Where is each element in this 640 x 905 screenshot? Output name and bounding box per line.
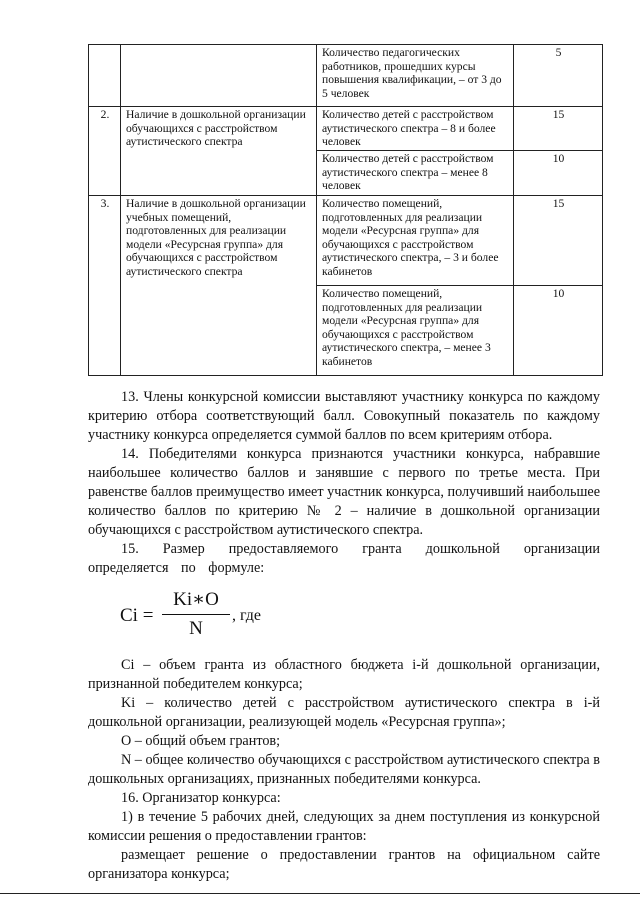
indicator-cell: Количество детей с расстройством аутистического спектра – 8 и более человек bbox=[317, 107, 514, 151]
definition-ci: Ci – объем гранта из областного бюджета i-й дошкольной организации, признанной победителем конкурса; bbox=[88, 657, 600, 692]
document-body bbox=[88, 388, 600, 884]
paragraph-16-1-a: размещает решение о предоставлении грантов на официальном сайте организатора конкурса; bbox=[88, 847, 600, 882]
definition-ki: Ki – количество детей с расстройством аутистического спектра в i-й дошкольной организации, реализующей модель «Ресурсная группа»; bbox=[88, 695, 600, 730]
formula-numerator: Ki∗O bbox=[173, 589, 219, 610]
definition-o: O – общий объем грантов; bbox=[121, 733, 281, 749]
indicator-cell: Количество детей с расстройством аутистического спектра – менее 8 человек bbox=[317, 151, 514, 196]
fraction-bar bbox=[162, 614, 230, 615]
score-cell: 10 bbox=[514, 151, 603, 196]
row-number: 2. bbox=[89, 107, 121, 196]
paragraph-13: 13. Члены конкурсной комиссии выставляют участнику конкурса по каждому критерию отбора соответствующий балл. Совокупный показатель по каждому участнику конкурса определяется суммой баллов по всем критериям отбора. bbox=[88, 389, 600, 443]
score-cell: 15 bbox=[514, 196, 603, 286]
paragraph-16: 16. Организатор конкурса: bbox=[121, 790, 281, 806]
row-number bbox=[89, 45, 121, 107]
score-cell: 15 bbox=[514, 107, 603, 151]
indicator-cell: Количество помещений, подготовленных для реализации модели «Ресурсная группа» для обучающихся с расстройством аутистического спектра, – менее 3 кабинетов bbox=[317, 286, 514, 376]
score-cell: 5 bbox=[514, 45, 603, 107]
row-number: 3. bbox=[89, 196, 121, 376]
paragraph-15: 15. Размер предоставляемого гранта дошкольной организации определяется по формуле: bbox=[88, 541, 600, 576]
criterion-cell: Наличие в дошкольной организации обучающихся с расстройством аутистического спектра bbox=[121, 107, 317, 196]
criterion-cell: Наличие в дошкольной организации учебных помещений, подготовленных для реализации модели «Ресурсная группа» для обучающихся с расстройством аутистического спектра bbox=[121, 196, 317, 376]
indicator-cell: Количество педагогических работников, прошедших курсы повышения квалификации, – от 3 до 5 человек bbox=[317, 45, 514, 107]
paragraph-16-1: 1) в течение 5 рабочих дней, следующих за днем поступления из конкурсной комиссии решения о предоставлении грантов: bbox=[88, 809, 600, 844]
definition-n: N – общее количество обучающихся с расстройством аутистического спектра в дошкольных организациях, признанных победителями конкурса. bbox=[88, 752, 600, 787]
formula-lhs: Ci = bbox=[120, 605, 154, 626]
table-row bbox=[89, 45, 603, 107]
table-row bbox=[89, 196, 603, 286]
indicator-cell: Количество помещений, подготовленных для реализации модели «Ресурсная группа» для обучающихся с расстройством аутистического спектра, – 3 и более кабинетов bbox=[317, 196, 514, 286]
bottom-rule bbox=[0, 893, 640, 894]
criterion-cell bbox=[121, 45, 317, 107]
grant-formula bbox=[120, 584, 600, 652]
score-cell: 10 bbox=[514, 286, 603, 376]
paragraph-14: 14. Победителями конкурса признаются участники конкурса, набравшие наибольшее количество баллов и занявшие с первого по третье места. При равенстве баллов преимущество имеет участник конкурса, получивший наибольшее количество баллов по критерию № 2 – наличие в дошкольной организации обучающихся с расстройством аутистического спектра. bbox=[88, 446, 600, 538]
formula-fraction bbox=[162, 588, 230, 641]
formula-denominator: N bbox=[189, 618, 203, 639]
table-row bbox=[89, 107, 603, 151]
criteria-table bbox=[88, 44, 603, 376]
formula-tail: , где bbox=[232, 607, 262, 624]
